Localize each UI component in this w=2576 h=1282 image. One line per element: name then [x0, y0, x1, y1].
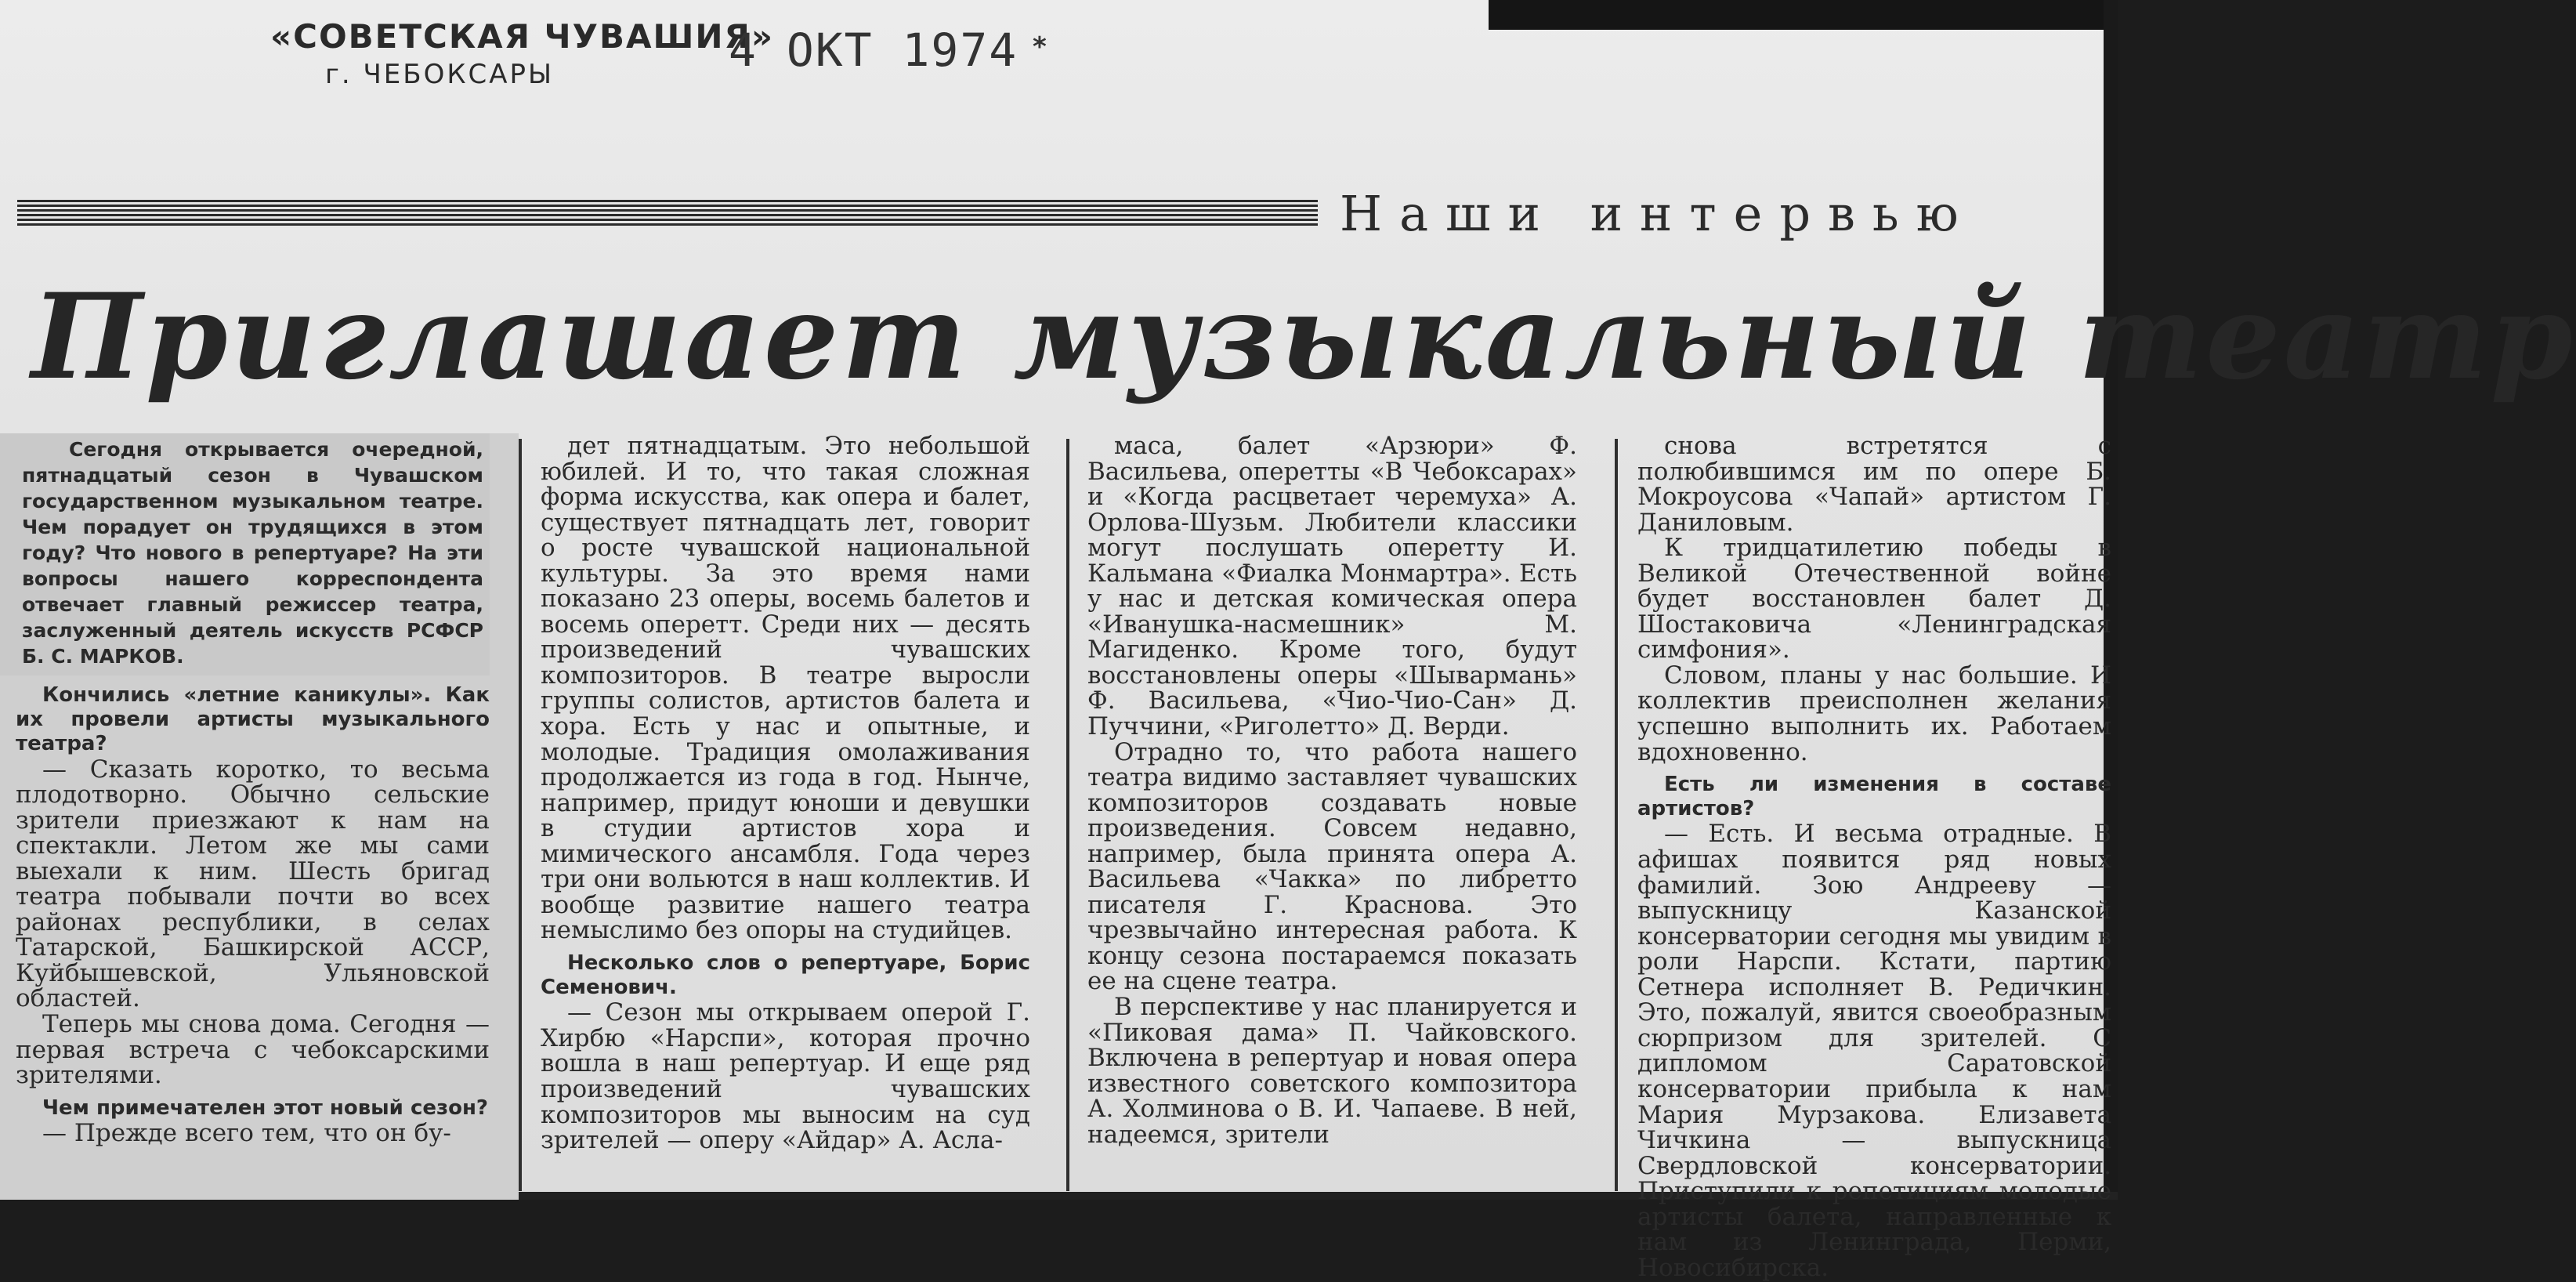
article-paragraph: дет пятнадцатым. Это небольшой юбилей. И то, что такая сложная форма искусства, как опера и балет, существует пятнадцать лет, говорит о росте чувашской национальной культуры. За это время нами показано 23 оперы, восемь балетов и восемь оперетт. Среди них — десять произведений чувашских композиторов. В театре выросли группы солистов, артистов балета и хора. Есть у нас и опытные, и молодые. Традиция омолаживания продолжается из года в год. Нынче, например, придут юноши и девушки в студии артистов хора и мимического ансамбля. Года через три они вольются в наш коллектив. И вообще развитие нашего театра немыслимо без опоры на студийцев. — [541, 432, 1030, 945]
background-corner — [1489, 0, 2118, 30]
column-1 — [16, 433, 490, 1192]
article-paragraph: В перспективе у нас планируется и «Пиковая дама» П. Чайковского. Включена в репертуар и новая опера известного советского композитора А. Холминова о В. И. Чапаеве. В ней, надеемся, зрители — [1087, 993, 1577, 1149]
article-paragraph: снова встретятся с полюбившимся им по опере Б. Мокроусова «Чапай» артистом Г. Даниловым. — [1637, 432, 2111, 537]
interview-question: Кончились «летние каникулы». Как их провели артисты музыкального театра? — [16, 683, 490, 756]
article-paragraph: — Есть. И весьма отрадные. В афишах появится ряд новых фамилий. Зою Андрееву — выпускницу Казанской консерватории сегодня мы увидим в роли Нарспи. Кстати, партию Сетнера исполняет В. Редичкин. Это, пожалуй, явится своеобразным сюрпризом для зрителей. С дипломом Саратовской консерватории прибыла к нам Мария Мурзакова. Елизавета Чичкина — выпускница Свердловской консерватории. Приступили к репетициям молодые артисты балета, направленные к нам из Ленинграда, Перми, Новосибирска. — [1637, 820, 2111, 1282]
column-3 — [1087, 433, 1577, 1192]
col1-body — [16, 683, 490, 1146]
column-divider — [1615, 439, 1618, 1191]
masthead-paper-name: «СОВЕТСКАЯ ЧУВАШИЯ» — [270, 17, 774, 56]
date-stamp: 4 ОКТ 1974 — [729, 24, 1018, 77]
rubric-title: Наши интервью — [1340, 185, 1976, 242]
rubric-rule — [17, 200, 1318, 228]
article-paragraph: К тридцатилетию победы в Великой Отечественной войне будет восстановлен балет Д. Шостаковича «Ленинградская симфония». — [1637, 534, 2111, 665]
column-2 — [541, 433, 1030, 1192]
interview-question: Есть ли изменения в составе артистов? — [1637, 773, 2111, 821]
article-paragraph: Теперь мы снова дома. Сегодня — первая встреча с чебоксарскими зрителями. — [16, 1010, 490, 1090]
interview-question: Несколько слов о репертуаре, Борис Семенович. — [541, 951, 1030, 1000]
article-paragraph: Словом, планы у нас большие. И коллектив преисполнен желания успешно выполнить их. Работаем вдохновенно. — [1637, 661, 2111, 766]
interview-question: Чем примечателен этот новый сезон? — [42, 1095, 489, 1120]
article-paragraph: Отрадно то, что работа нашего театра видимо заставляет чувашских композиторов создавать новые произведения. Совсем недавно, например, была принята опера А. Васильева «Чакка» по либретто писателя Г. Краснова. Это чрезвычайно интересная работа. К концу сезона постараемся показать ее на сцене театра. — [1087, 737, 1577, 996]
article-paragraph: — Сказать коротко, то весьма плодотворно. Обычно сельские зрители приезжают к нам на спектакли. Летом же мы сами выехали к ним. Шесть бригад театра побывали почти во всех районах республики, в селах Татарской, Башкирской АССР, Куйбышевской, Ульяновской областей. — [16, 755, 490, 1013]
masthead-city: г. ЧЕБОКСАРЫ — [325, 59, 554, 90]
column-divider — [519, 439, 522, 1191]
stamp-mark: * — [1033, 31, 1047, 63]
article-paragraph: — Сезон мы открываем оперой Г. Хирбю «Нарспи», которая прочно вошла в наш репертуар. И еще ряд произведений чувашских композиторов мы выносим на суд зрителей — оперу «Айдар» А. Асла- — [541, 998, 1030, 1155]
column-4 — [1637, 432, 2111, 1282]
headline: Приглашает музыкальный театр — [31, 268, 2576, 406]
lead-paragraph — [0, 433, 490, 675]
lead-text: Сегодня открывается очередной, пятнадцатый сезон в Чувашском государственном музыкальном театре. Чем порадует он трудящихся в этом году? Что нового в репертуаре? На эти вопросы нашего корреспондента отвечает главный режиссер театра, заслуженный деятель искусств РСФСР Б. С. МАРКОВ. — [22, 438, 483, 668]
article-paragraph: маса, балет «Арзюри» Ф. Васильева, оперетты «В Чебоксарах» и «Когда расцветает черемуха» А. Орлова-Шузьм. Любители классики могут послушать оперетту И. Кальмана «Фиалка Монмартра». Есть у нас и детская комическая опера «Иванушка-насмешник» М. Магиденко. Кроме того, будут восстановлены оперы «Шывармань» Ф. Васильева, «Чио-Чио-Сан» Д. Пуччини, «Риголетто» Д. Верди. — [1087, 432, 1577, 741]
article-paragraph: — Прежде всего тем, что он бу- — [42, 1118, 451, 1147]
column-divider — [1066, 439, 1069, 1191]
